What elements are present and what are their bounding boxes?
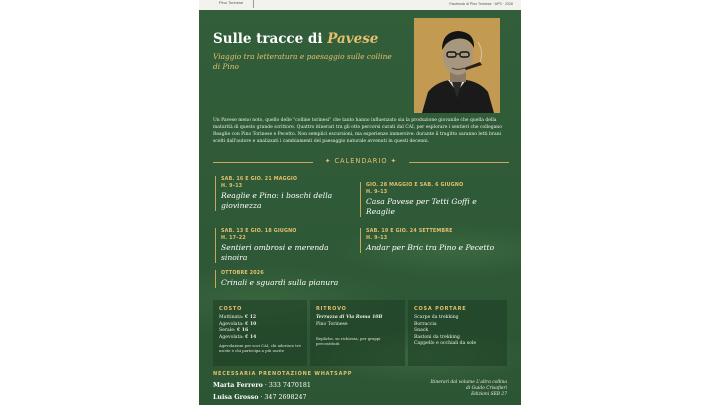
header-divider: [253, 0, 254, 8]
top-strip: [199, 0, 521, 10]
calendar-event: [215, 270, 415, 288]
event-date: SAB. 13 E GIO. 18 GIUGNO: [221, 229, 297, 234]
event-date: OTTOBRE 2026: [221, 271, 264, 276]
calendar-event: [215, 228, 347, 263]
event-poster: [199, 0, 521, 405]
contact-phone: · 333 7470181: [264, 382, 311, 389]
title-highlight: Pavese: [327, 31, 379, 47]
bring-item: Borraccia: [414, 321, 437, 327]
cost-row: Agevolata: € 10: [219, 321, 257, 327]
calendar-event: [360, 182, 508, 217]
poster-title: [213, 31, 378, 47]
header-right-text: Facebook di Pino Torinese · APS · 2026: [449, 2, 513, 6]
bring-heading: COSA PORTARE: [414, 306, 467, 312]
credit-line: di Guido Crisafieri: [466, 386, 507, 392]
cost-row: Mattinata: € 12: [219, 315, 257, 320]
meeting-note: Repliche, su richiesta, per gruppi precostituiti: [316, 336, 381, 346]
event-title: Sentieri ombrosi e merenda sinoira: [221, 243, 329, 262]
author-portrait-image: [414, 18, 500, 113]
book-credit: [387, 380, 507, 399]
cost-heading: COSTO: [219, 306, 243, 312]
event-time: H. 9–13: [366, 236, 388, 241]
cost-row: Agevolata: € 14: [219, 334, 257, 340]
calendar-heading-text: ✦ CALENDARIO ✦: [324, 157, 398, 165]
contact-name: Luisa Grosso: [213, 394, 259, 401]
event-time: H. 9–13: [221, 184, 243, 189]
meeting-point-box: [310, 300, 405, 366]
calendar-rule-right: [409, 162, 509, 163]
header-left-text: Pino Torinese: [219, 0, 244, 5]
bring-item: Scarpe da trekking: [414, 315, 459, 320]
event-date: SAB. 16 E GIO. 21 MAGGIO: [221, 177, 298, 182]
bring-item: Snack: [414, 328, 429, 333]
poster-subtitle: Viaggio tra letteratura e paesaggio sulle colline di Pino: [213, 52, 392, 71]
event-time: H. 17–22: [221, 236, 246, 241]
event-title: Crinali e sguardi sulla pianura: [221, 278, 339, 287]
cost-row: Serale: € 16: [219, 328, 249, 333]
title-main: Sulle tracce di: [213, 31, 323, 47]
bring-item: Bastoni da trekking: [414, 334, 460, 340]
intro-paragraph: Un Pavese meno noto, quello delle "colline torinesi" che tanto hanno influenzato sia la produzione giovanile che quella della maturità di questo grande scrittore. Quattro itinerari tra gli otto percorsi curati dal CAI, per esplorare i sentieri che collegano Reaglie con Pino Torinese e Pecetto. Non semplici escursioni, ma esperienze immersive: durante il tragitto saranno letti brani scelti dall'autore e analizzati i cambiamenti del paesaggio naturale avvenuti in questi decenni.: [213, 118, 502, 144]
event-date: SAB. 19 E GIO. 24 SETTEMBRE: [366, 229, 453, 234]
contact-name: Marta Ferrero: [213, 382, 263, 389]
portrait-illustration: [414, 18, 500, 113]
cost-note: Agevolazioni per soci CAI, chi aderisce tre uscite e chi partecipa a più uscite: [219, 343, 301, 353]
bring-item: Cappello e occhiali da sole: [414, 341, 477, 346]
credit-line: Edizioni SEB 27: [471, 392, 507, 398]
calendar-heading: [213, 157, 509, 167]
event-title: Andar per Bric tra Pino e Pecetto: [366, 243, 495, 252]
event-title: Reaglie e Pino: i boschi della giovinezza: [221, 191, 333, 210]
meeting-town: Pino Torinese: [316, 321, 348, 327]
event-date: GIO. 28 MAGGIO E SAB. 6 GIUGNO: [366, 183, 464, 188]
what-to-bring-box: [408, 300, 507, 366]
contact-entry: [213, 394, 307, 401]
contact-entry: [213, 382, 311, 389]
meeting-place: Terrazza di Via Roma 10B: [316, 315, 383, 320]
event-time: H. 9–13: [366, 190, 388, 195]
calendar-event: [215, 176, 347, 211]
cost-box: [213, 300, 307, 366]
contact-phone: · 347 2698247: [260, 394, 307, 401]
event-title: Casa Pavese per Tetti Goffi e Reaglie: [366, 197, 477, 216]
meeting-heading: RITROVO: [316, 306, 347, 312]
calendar-event: [360, 228, 508, 253]
credit-line: Itinerari dal volume L'altra collina: [430, 380, 507, 385]
whatsapp-heading: NECESSARIA PRENOTAZIONE WHATSAPP: [213, 371, 353, 377]
